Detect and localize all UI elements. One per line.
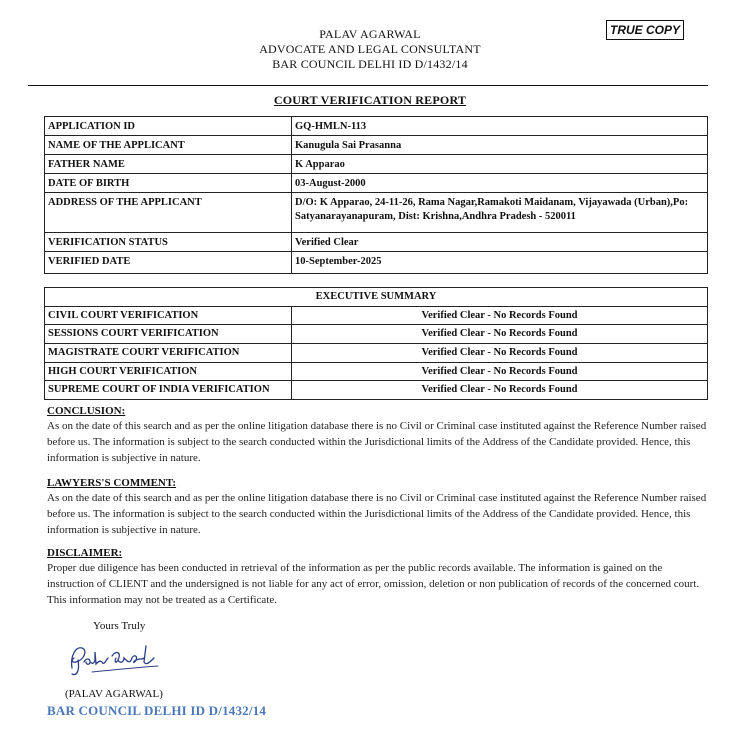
summary-value: Verified Clear - No Records Found (292, 362, 708, 381)
signatory-bar-id: BAR COUNCIL DELHI ID D/1432/14 (47, 703, 267, 718)
applicant-details-table (44, 116, 708, 274)
lawyers-comment-heading: LAWYERS'S COMMENT: (47, 477, 177, 489)
table-row (45, 362, 708, 381)
detail-label: APPLICATION ID (45, 117, 292, 136)
table-row (45, 136, 708, 155)
detail-value: D/O: K Apparao, 24-11-26, Rama Nagar,Ramakoti Maidanam, Vijayawada (Urban),Po: Satyanarayanapuram, Dist: Krishna,Andhra Pradesh - 520011 (292, 193, 708, 233)
detail-label: VERIFICATION STATUS (45, 233, 292, 252)
conclusion-section (47, 404, 707, 466)
true-copy-stamp: TRUE COPY (606, 20, 684, 40)
detail-label: FATHER NAME (45, 155, 292, 174)
advocate-name: PALAV AGARWAL (319, 27, 421, 41)
summary-value: Verified Clear - No Records Found (292, 325, 708, 344)
detail-label: ADDRESS OF THE APPLICANT (45, 193, 292, 233)
executive-summary-table (44, 287, 708, 400)
detail-label: NAME OF THE APPLICANT (45, 136, 292, 155)
detail-value: Verified Clear (292, 233, 708, 252)
report-title: COURT VERIFICATION REPORT (273, 93, 467, 107)
disclaimer-section (47, 546, 707, 608)
table-row (45, 325, 708, 344)
detail-value: 10-September-2025 (292, 252, 708, 274)
advocate-bar-id: BAR COUNCIL DELHI ID D/1432/14 (272, 57, 468, 71)
summary-value: Verified Clear - No Records Found (292, 306, 708, 325)
table-row (45, 117, 708, 136)
detail-label: VERIFIED DATE (45, 252, 292, 274)
table-row (45, 155, 708, 174)
conclusion-heading: CONCLUSION: (47, 405, 126, 417)
summary-label: HIGH COURT VERIFICATION (45, 362, 292, 381)
table-row (45, 233, 708, 252)
header-divider (28, 85, 708, 86)
summary-label: SESSIONS COURT VERIFICATION (45, 325, 292, 344)
table-row (45, 174, 708, 193)
summary-label: CIVIL COURT VERIFICATION (45, 306, 292, 325)
summary-heading-row (45, 288, 708, 307)
lawyers-comment-section (47, 476, 707, 538)
summary-label: MAGISTRATE COURT VERIFICATION (45, 344, 292, 363)
detail-value: 03-August-2000 (292, 174, 708, 193)
disclaimer-heading: DISCLAIMER: (47, 547, 123, 559)
table-row (45, 193, 708, 233)
summary-value: Verified Clear - No Records Found (292, 344, 708, 363)
summary-label: SUPREME COURT OF INDIA VERIFICATION (45, 381, 292, 400)
advocate-designation: ADVOCATE AND LEGAL CONSULTANT (259, 42, 481, 56)
detail-value: K Apparao (292, 155, 708, 174)
detail-label: DATE OF BIRTH (45, 174, 292, 193)
disclaimer-text: Proper due diligence has been conducted in retrieval of the information as per the public records available. The information is gained on the instruction of CLIENT and the undersigned is not liable for any act of error, omission, deletion or non publication of records of the concerned court. This information may not be treated as a Certificate. (47, 562, 700, 606)
table-row (45, 252, 708, 274)
handwritten-signature (62, 638, 172, 680)
closing-salutation: Yours Truly (93, 620, 146, 632)
detail-value: Kanugula Sai Prasanna (292, 136, 708, 155)
table-row (45, 306, 708, 325)
summary-heading: EXECUTIVE SUMMARY (45, 288, 708, 307)
summary-value: Verified Clear - No Records Found (292, 381, 708, 400)
table-row (45, 381, 708, 400)
conclusion-text: As on the date of this search and as per the online litigation database there is no Civil or Criminal case instituted against the Reference Number raised before us. The information is subject to the search conducted within the Jurisdictional limits of the Address of the Candidate provided. Hence, this information is subjective in nature. (47, 420, 707, 464)
lawyers-comment-text: As on the date of this search and as per the online litigation database there is no Civil or Criminal case instituted against the Reference Number raised before us. The information is subject to the search conducted within the Jurisdictional limits of the Address of the Candidate provided. Hence, this information is subjective in nature. (47, 492, 707, 536)
signatory-name: (PALAV AGARWAL) (65, 688, 163, 700)
detail-value: GQ-HMLN-113 (292, 117, 708, 136)
table-row (45, 344, 708, 363)
